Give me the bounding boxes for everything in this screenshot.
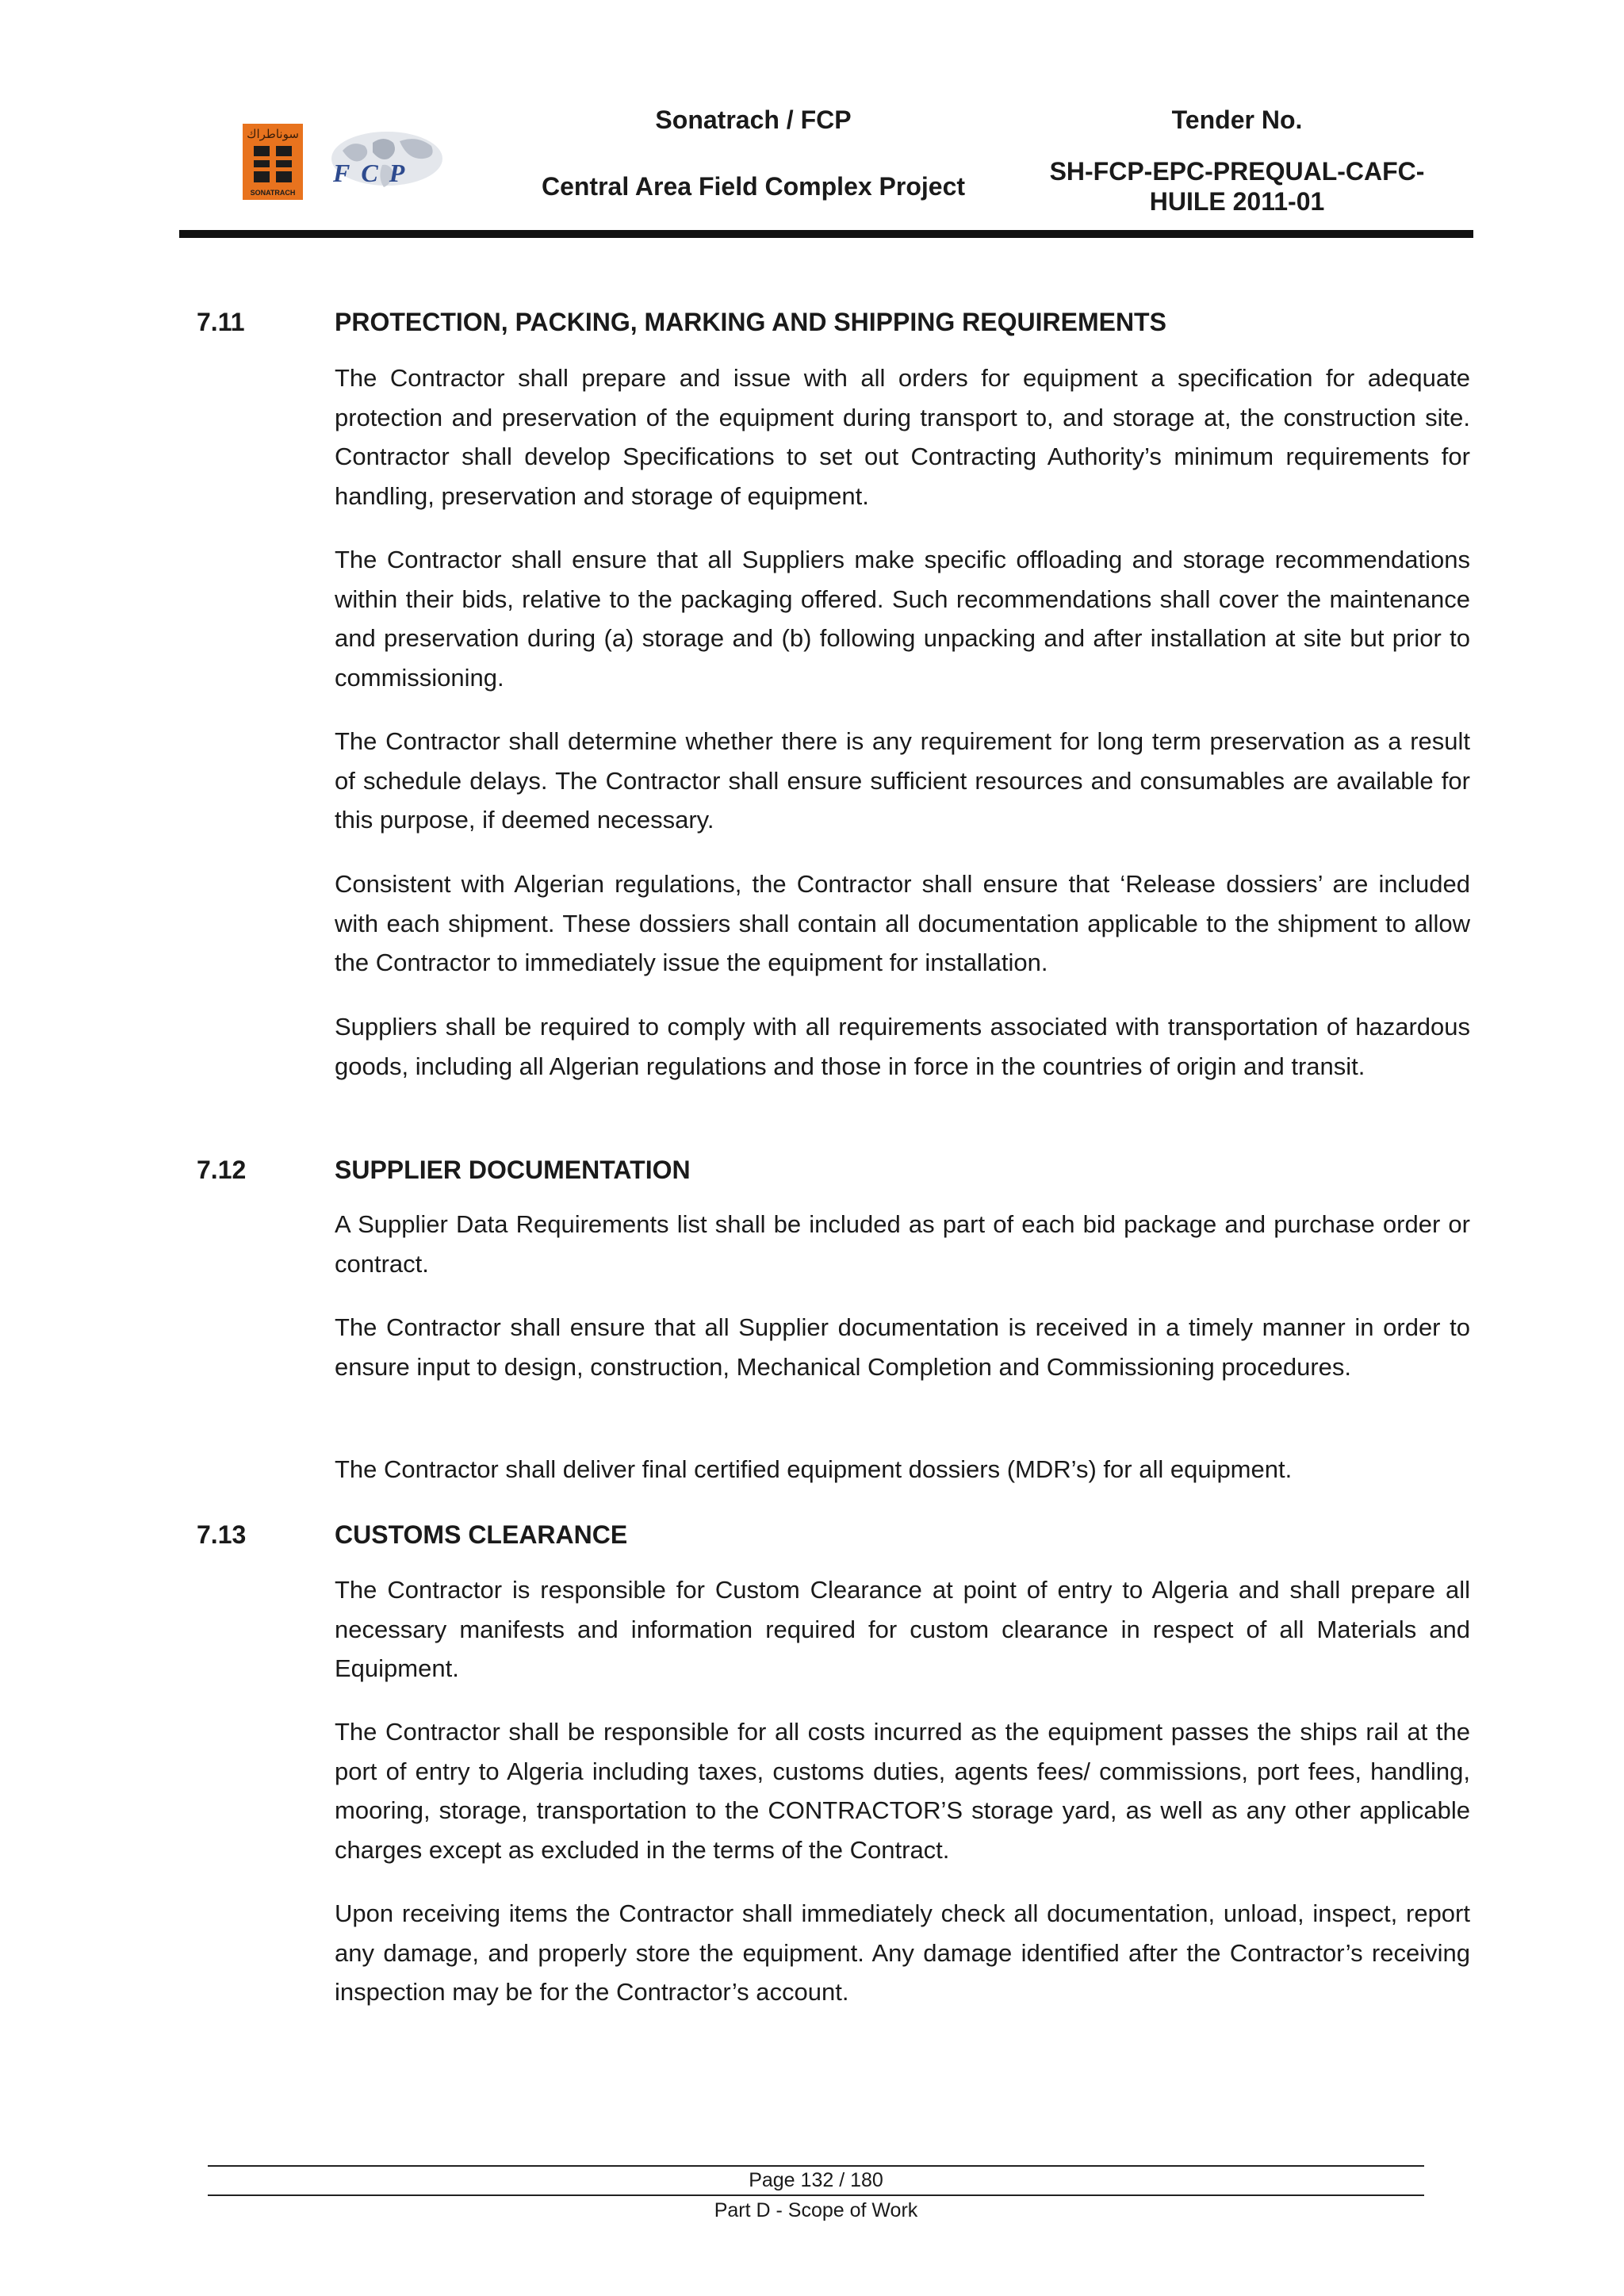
- paragraph: The Contractor shall ensure that all Supplier documentation is received in a timely manner in order to ensure input to design, construction, Mechanical Completion and Commissioning procedures.: [335, 1313, 1470, 1381]
- header-tender-number-line2: HUILE 2011-01: [1149, 187, 1325, 216]
- header-project: Central Area Field Complex Project: [541, 172, 966, 201]
- header-company: Sonatrach / FCP: [655, 105, 852, 134]
- sonatrach-logo-arabic: سوناطراك: [247, 127, 299, 141]
- paragraph: The Contractor shall deliver final certified equipment dossiers (MDR’s) for all equipment.: [335, 1455, 1293, 1483]
- paragraph: The Contractor shall prepare and issue with all orders for equipment a specification for adequate protection and preservation of the equipment during transport to, and storage at, the construction site. Contractor shall develop Specifications to set out Contracting Authority’s minimum requirements for handling, preservation and storage of equipment.: [335, 364, 1470, 510]
- fcp-logo: [327, 127, 447, 200]
- footer-divider: [208, 2194, 1424, 2196]
- paragraph: The Contractor is responsible for Custom Clearance at point of entry to Algeria and shall prepare all necessary manifests and information required for custom clearance in respect of all Materials and Equipment.: [335, 1576, 1470, 1682]
- paragraph: The Contractor shall determine whether there is any requirement for long term preservation as a result of schedule delays. The Contractor shall ensure sufficient resources and consumables are available for this purpose, if deemed necessary.: [335, 727, 1470, 834]
- fcp-logo-letters: FCP: [333, 159, 416, 187]
- footer-part: Part D - Scope of Work: [714, 2199, 918, 2221]
- footer-divider: [208, 2165, 1424, 2167]
- sonatrach-logo-name: SONATRACH: [250, 189, 296, 197]
- paragraph: Consistent with Algerian regulations, the Contractor shall ensure that ‘Release dossiers’ are included with each shipment. These dossiers shall contain all documentation applicable to the shipment to allow the Contractor to immediately issue the equipment for installation.: [335, 870, 1470, 976]
- header-tender-label: Tender No.: [1171, 105, 1303, 134]
- paragraph: The Contractor shall ensure that all Suppliers make specific offloading and storage recommendations within their bids, relative to the packaging offered. Such recommendations shall cover the maintenance and preservation during (a) storage and (b) following unpacking and after installation at site but prior to commissioning.: [335, 546, 1470, 692]
- paragraph: A Supplier Data Requirements list shall be included as part of each bid package and purchase order or contract.: [335, 1210, 1470, 1278]
- section-number: 7.12: [197, 1156, 247, 1184]
- section-title: PROTECTION, PACKING, MARKING AND SHIPPING REQUIREMENTS: [335, 308, 1166, 336]
- section-number: 7.13: [197, 1520, 247, 1549]
- paragraph: Upon receiving items the Contractor shall immediately check all documentation, unload, inspect, report any damage, and properly store the equipment. Any damage identified after the Contractor’s receiving inspection may be for the Contractor’s account.: [335, 1899, 1470, 2006]
- sonatrach-logo-mark: [254, 146, 292, 182]
- section-title: SUPPLIER DOCUMENTATION: [335, 1156, 691, 1184]
- paragraph: Suppliers shall be required to comply with all requirements associated with transportation of hazardous goods, including all Algerian regulations and those in force in the countries of origin and transit.: [335, 1013, 1470, 1080]
- sonatrach-logo: [243, 124, 303, 200]
- paragraph: The Contractor shall be responsible for all costs incurred as the equipment passes the ships rail at the port of entry to Algeria including taxes, customs duties, agents fees/ commissions, port fees, handling, mooring, storage, transportation to the CONTRACTOR’S storage yard, as well as any other applicable charges except as excluded in the terms of the Contract.: [335, 1718, 1470, 1864]
- header-tender-number-line1: SH-FCP-EPC-PREQUAL-CAFC-: [1049, 157, 1425, 186]
- header-divider: [179, 230, 1473, 238]
- section-number: 7.11: [197, 308, 245, 336]
- section-title: CUSTOMS CLEARANCE: [335, 1520, 628, 1549]
- footer-page-number: Page 132 / 180: [749, 2169, 883, 2191]
